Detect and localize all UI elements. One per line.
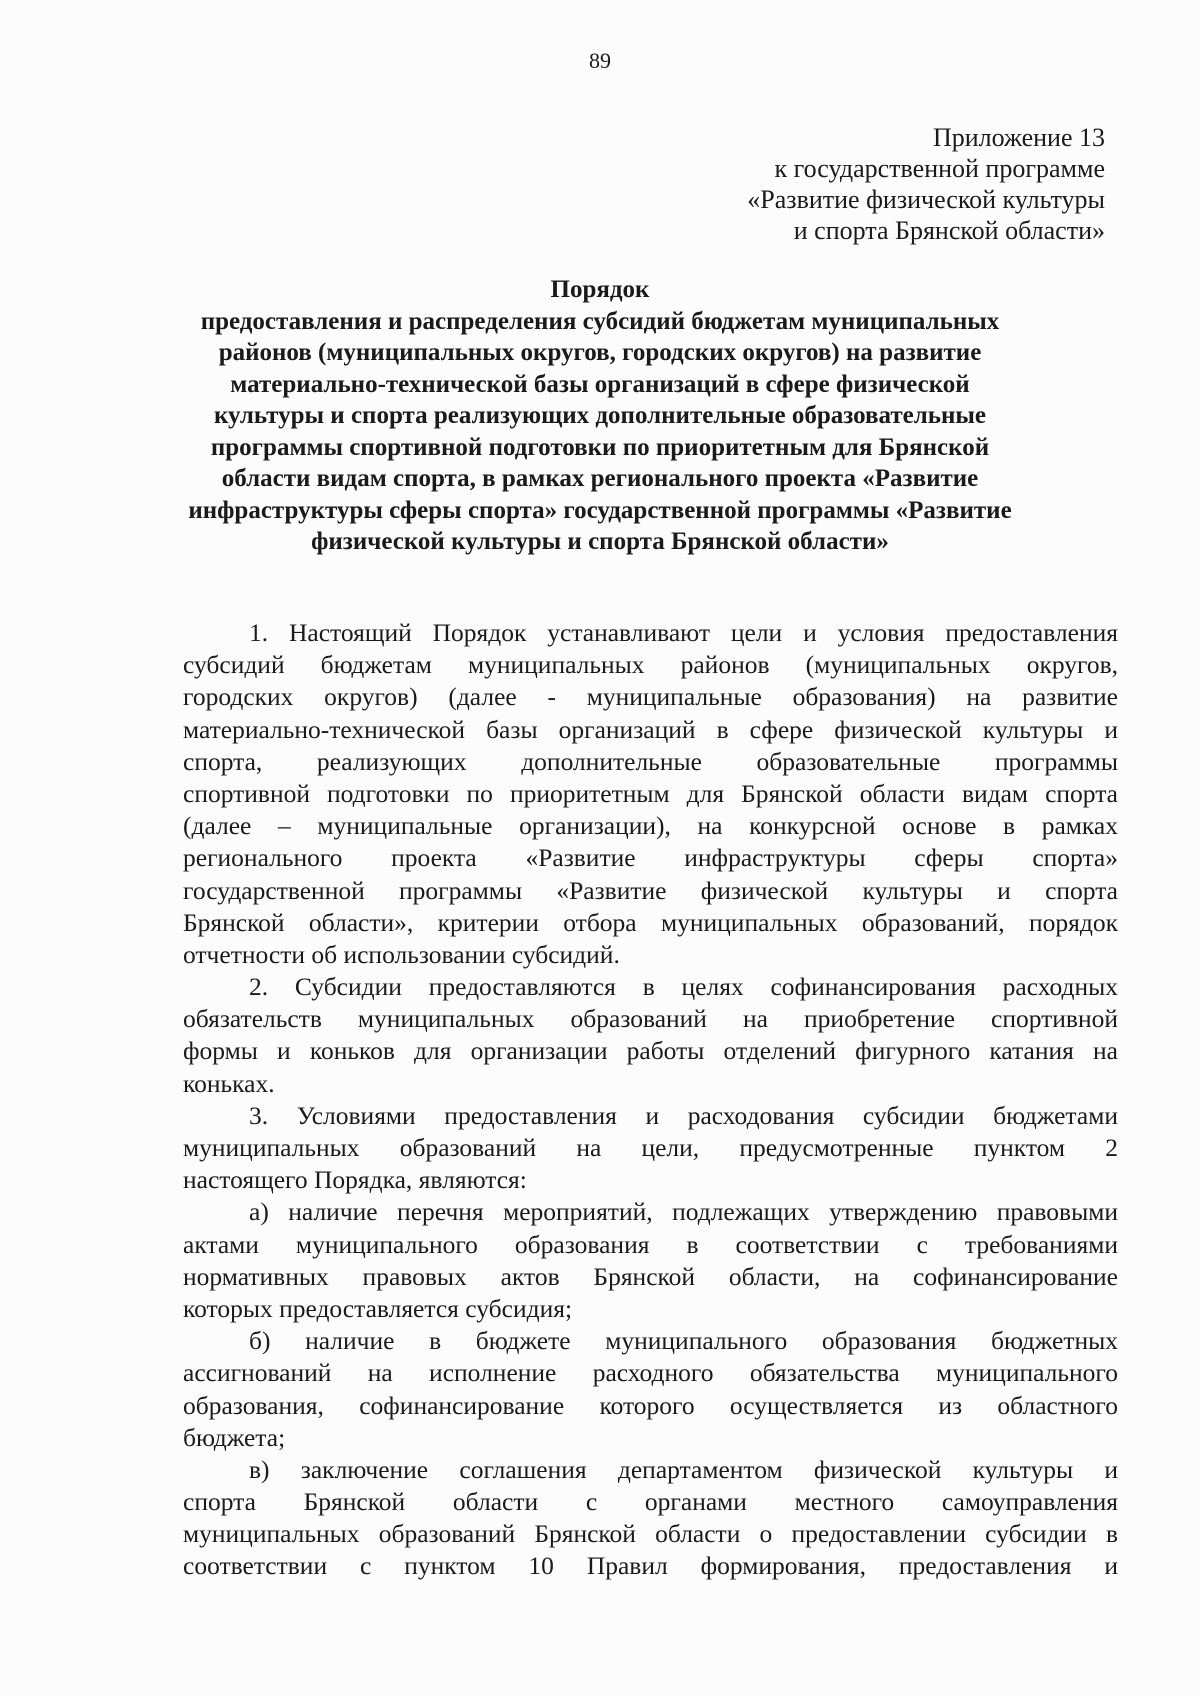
item-a-line: а) наличие перечня мероприятий, подлежащих утверждению правовыми	[249, 1197, 1118, 1227]
paragraph-3-line: муниципальных образований на цели, предусмотренные пунктом 2	[183, 1133, 1118, 1162]
item-v-line: соответствии с пунктом 10 Правил формирования, предоставления и	[183, 1551, 1118, 1581]
appendix-line: к государственной программе	[774, 154, 1105, 183]
paragraph-2-line: 2. Субсидии предоставляются в целях софинансирования расходных	[249, 972, 1118, 1002]
paragraph-1-line: материально-технической базы организаций в сфере физической культуры и	[183, 714, 1118, 744]
item-b-line: бюджета;	[183, 1422, 286, 1452]
item-a-line: нормативных правовых актов Брянской области, на софинансирование	[183, 1261, 1118, 1291]
paragraph-1-line: Брянской области», критерии отбора муниципальных образований, порядок	[183, 907, 1118, 937]
title-line: материально-технической базы организаций в сфере физической	[230, 370, 970, 398]
item-b-line: б) наличие в бюджете муниципального образования бюджетных	[249, 1326, 1118, 1356]
appendix-line: «Развитие физической культуры	[747, 185, 1105, 214]
title-line: физической культуры и спорта Брянской области»	[311, 528, 889, 555]
paragraph-1-line: субсидий бюджетам муниципальных районов (муниципальных округов,	[183, 650, 1118, 680]
item-v-line: муниципальных образований Брянской области о предоставлении субсидии в	[183, 1519, 1118, 1549]
body-text	[183, 617, 1118, 1583]
page-number: 89	[589, 48, 611, 73]
paragraph-1-line: государственной программы «Развитие физической культуры и спорта	[183, 875, 1118, 905]
title-line: области видам спорта, в рамках регионального проекта «Развитие	[221, 465, 979, 492]
paragraph-2-line: обязательств муниципальных образований на приобретение спортивной	[183, 1004, 1118, 1034]
title-line: программы спортивной подготовки по приоритетным для Брянской	[210, 433, 990, 461]
item-v-line: спорта Брянской области с органами местного самоуправления	[183, 1487, 1118, 1517]
paragraph-2-line: коньках.	[183, 1068, 275, 1098]
appendix-line: и спорта Брянской области»	[793, 216, 1105, 245]
title-line: предоставления и распределения субсидий бюджетам муниципальных	[200, 307, 1000, 335]
title-line: инфраструктуры сферы спорта» государственной программы «Развитие	[188, 496, 1012, 524]
item-a-line: актами муниципального образования в соответствии с требованиями	[183, 1229, 1118, 1259]
item-v-line: в) заключение соглашения департаментом физической культуры и	[249, 1454, 1118, 1484]
title-line: районов (муниципальных округов, городских округов) на развитие	[218, 339, 982, 366]
paragraph-1-line: спортивной подготовки по приоритетным для Брянской области видам спорта	[183, 778, 1118, 808]
paragraph-1-line: спорта, реализующих дополнительные образовательные программы	[183, 746, 1118, 776]
appendix-reference	[505, 122, 1105, 246]
document-title	[150, 274, 1050, 558]
paragraph-1-line: отчетности об использовании субсидий.	[183, 939, 620, 969]
appendix-line: Приложение 13	[932, 123, 1105, 152]
paragraph-2-line: формы и коньков для организации работы отделений фигурного катания на	[183, 1036, 1118, 1066]
paragraph-3-line: настоящего Порядка, являются:	[183, 1165, 527, 1195]
paragraph-3-line: 3. Условиями предоставления и расходования субсидии бюджетами	[249, 1100, 1118, 1130]
paragraph-1-line: регионального проекта «Развитие инфраструктуры сферы спорта»	[183, 843, 1118, 873]
item-b-line: образования, софинансирование которого осуществляется из областного	[183, 1390, 1118, 1420]
paragraph-1-line: 1. Настоящий Порядок устанавливают цели и условия предоставления	[249, 618, 1118, 647]
title-heading: Порядок	[550, 276, 650, 303]
paragraph-1-line: городских округов) (далее - муниципальные образования) на развитие	[183, 682, 1118, 712]
paragraph-1-line: (далее – муниципальные организации), на конкурсной основе в рамках	[183, 811, 1118, 841]
item-a-line: которых предоставляется субсидия;	[183, 1293, 573, 1323]
title-line: культуры и спорта реализующих дополнительные образовательные	[213, 402, 987, 429]
item-b-line: ассигнований на исполнение расходного обязательства муниципального	[183, 1358, 1118, 1388]
